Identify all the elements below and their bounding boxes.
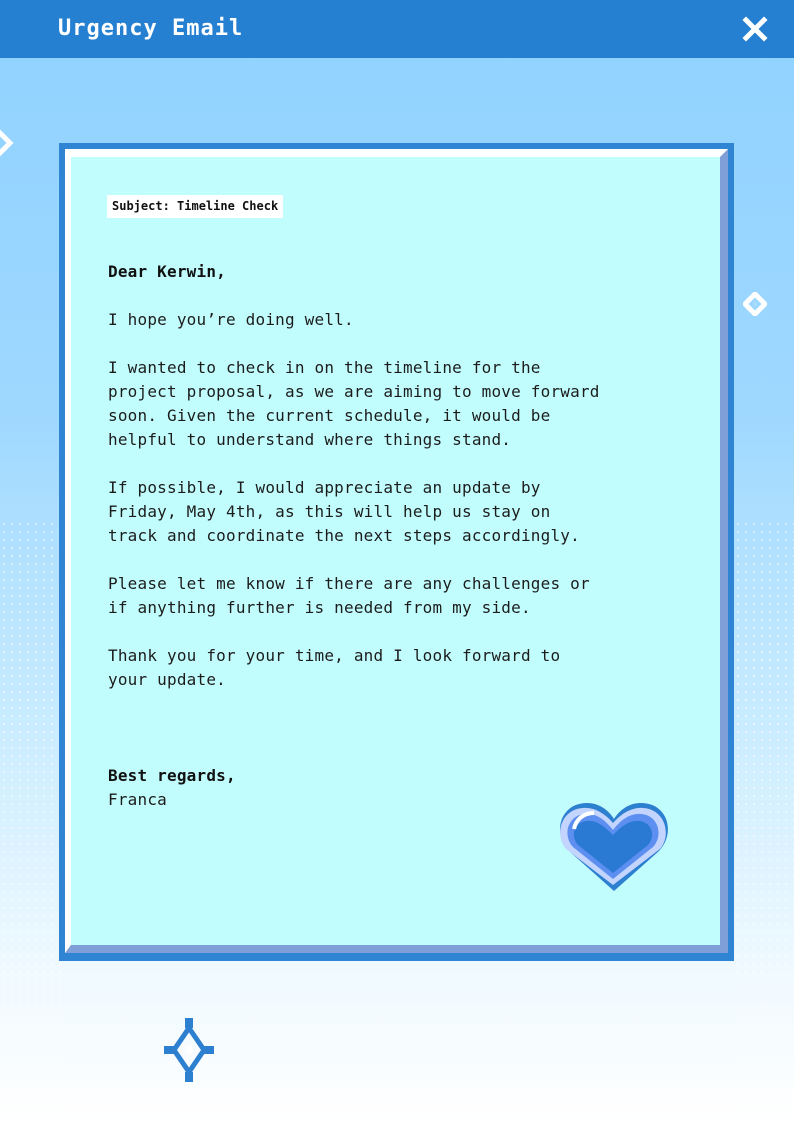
dither-pattern-right <box>734 520 794 1123</box>
heart-icon <box>556 799 672 893</box>
paragraph-line: If possible, I would appreciate an update by <box>108 478 541 497</box>
paragraph-line: Thank you for your time, and I look forward to <box>108 646 561 665</box>
arrow-left-icon <box>0 128 16 158</box>
paragraph-line: track and coordinate the next steps accordingly. <box>108 526 580 545</box>
window-title: Urgency Email <box>58 16 244 41</box>
email-closing: Best regards, <box>108 766 236 785</box>
email-paragraph-3 <box>108 476 580 548</box>
paragraph-line: I wanted to check in on the timeline for the <box>108 358 541 377</box>
email-paragraph-2 <box>108 356 600 452</box>
paragraph-line: Please let me know if there are any challenges or <box>108 574 590 593</box>
paragraph-line: your update. <box>108 670 226 689</box>
email-greeting: Dear Kerwin, <box>108 262 226 281</box>
diamond-icon <box>743 292 767 316</box>
sparkle-icon <box>162 1016 216 1084</box>
paragraph-line: project proposal, as we are aiming to move forward <box>108 382 600 401</box>
paragraph-line: if anything further is needed from my side. <box>108 598 531 617</box>
dither-pattern-left <box>0 520 62 1123</box>
title-bar <box>0 0 794 58</box>
paragraph-line: Friday, May 4th, as this will help us stay on <box>108 502 551 521</box>
email-subject: Subject: Timeline Check <box>107 195 283 218</box>
close-icon <box>738 12 772 46</box>
email-paragraph-5 <box>108 644 560 692</box>
paragraph-line: helpful to understand where things stand. <box>108 430 512 449</box>
paragraph-line: soon. Given the current schedule, it would be <box>108 406 551 425</box>
paragraph-line: I hope you’re doing well. <box>108 310 354 329</box>
email-paragraph-4 <box>108 572 590 620</box>
email-paragraph-1 <box>108 308 354 332</box>
close-button[interactable] <box>738 12 772 46</box>
email-signature: Franca <box>108 790 167 809</box>
